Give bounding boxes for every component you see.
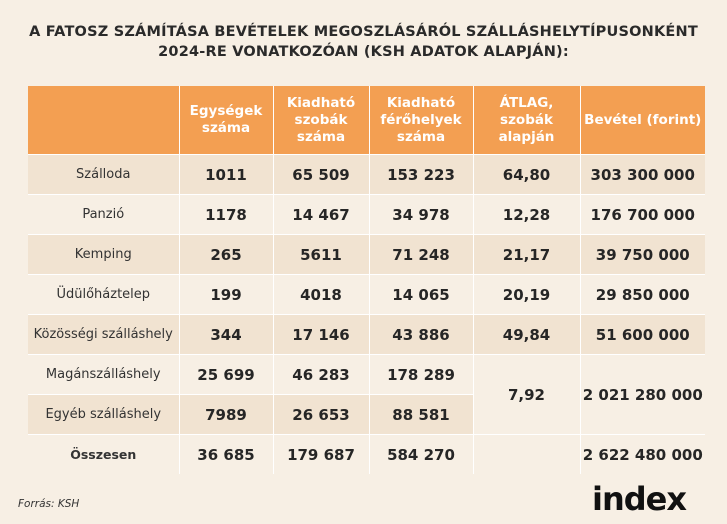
cell-rooms: 46 283: [273, 355, 369, 395]
row-label: Szálloda: [28, 155, 179, 195]
cell-rooms: 14 467: [273, 195, 369, 235]
header-empty: [28, 86, 179, 155]
cell-units: 199: [179, 275, 273, 315]
cell-beds: 34 978: [369, 195, 473, 235]
cell-beds: 71 248: [369, 235, 473, 275]
cell-units: 265: [179, 235, 273, 275]
table-row: [28, 155, 705, 195]
index-logo: index: [592, 480, 686, 518]
row-label: Panzió: [28, 195, 179, 235]
table-total-row: [28, 435, 705, 475]
source-note: Forrás: KSH: [18, 498, 80, 510]
table-row: [28, 275, 705, 315]
total-rooms: 179 687: [273, 435, 369, 475]
header-revenue: Bevétel (forint): [580, 86, 705, 155]
cell-units: 25 699: [179, 355, 273, 395]
total-beds: 584 270: [369, 435, 473, 475]
cell-revenue: 176 700 000: [580, 195, 705, 235]
table-row: [28, 195, 705, 235]
cell-units: 7989: [179, 395, 273, 435]
total-average: [473, 435, 580, 475]
cell-average: 12,28: [473, 195, 580, 235]
cell-rooms: 65 509: [273, 155, 369, 195]
cell-average: 49,84: [473, 315, 580, 355]
row-label: Egyéb szálláshely: [28, 395, 179, 435]
row-label: Üdülőháztelep: [28, 275, 179, 315]
table-row: [28, 355, 705, 395]
row-label: Közösségi szálláshely: [28, 315, 179, 355]
total-units: 36 685: [179, 435, 273, 475]
cell-revenue: 51 600 000: [580, 315, 705, 355]
cell-average-merged: 7,92: [473, 355, 580, 435]
header-beds: Kiadható férőhelyek száma: [369, 86, 473, 155]
cell-units: 1011: [179, 155, 273, 195]
title-line-1: A FATOSZ SZÁMÍTÁSA BEVÉTELEK MEGOSZLÁSÁRÓL SZÁLLÁSHELYTÍPUSONKÉNT: [29, 24, 698, 40]
title-line-2: 2024-RE VONATKOZÓAN (KSH ADATOK ALAPJÁN):: [158, 44, 569, 60]
page-title: [0, 22, 727, 62]
cell-revenue: 29 850 000: [580, 275, 705, 315]
cell-beds: 153 223: [369, 155, 473, 195]
cell-revenue: 39 750 000: [580, 235, 705, 275]
cell-units: 344: [179, 315, 273, 355]
cell-rooms: 5611: [273, 235, 369, 275]
data-table: [28, 86, 705, 474]
cell-revenue: 303 300 000: [580, 155, 705, 195]
table-row: [28, 315, 705, 355]
header-units: Egységek száma: [179, 86, 273, 155]
header-average: ÁTLAG, szobák alapján: [473, 86, 580, 155]
cell-beds: 88 581: [369, 395, 473, 435]
cell-revenue-merged: 2 021 280 000: [580, 355, 705, 435]
cell-units: 1178: [179, 195, 273, 235]
table-row: [28, 235, 705, 275]
cell-rooms: 4018: [273, 275, 369, 315]
cell-beds: 178 289: [369, 355, 473, 395]
cell-average: 21,17: [473, 235, 580, 275]
table-header-row: [28, 86, 705, 155]
total-revenue: 2 622 480 000: [580, 435, 705, 475]
header-rooms: Kiadható szobák száma: [273, 86, 369, 155]
cell-beds: 14 065: [369, 275, 473, 315]
cell-average: 64,80: [473, 155, 580, 195]
cell-rooms: 26 653: [273, 395, 369, 435]
cell-average: 20,19: [473, 275, 580, 315]
cell-beds: 43 886: [369, 315, 473, 355]
row-label: Kemping: [28, 235, 179, 275]
total-label: Összesen: [28, 435, 179, 475]
row-label: Magánszálláshely: [28, 355, 179, 395]
cell-rooms: 17 146: [273, 315, 369, 355]
